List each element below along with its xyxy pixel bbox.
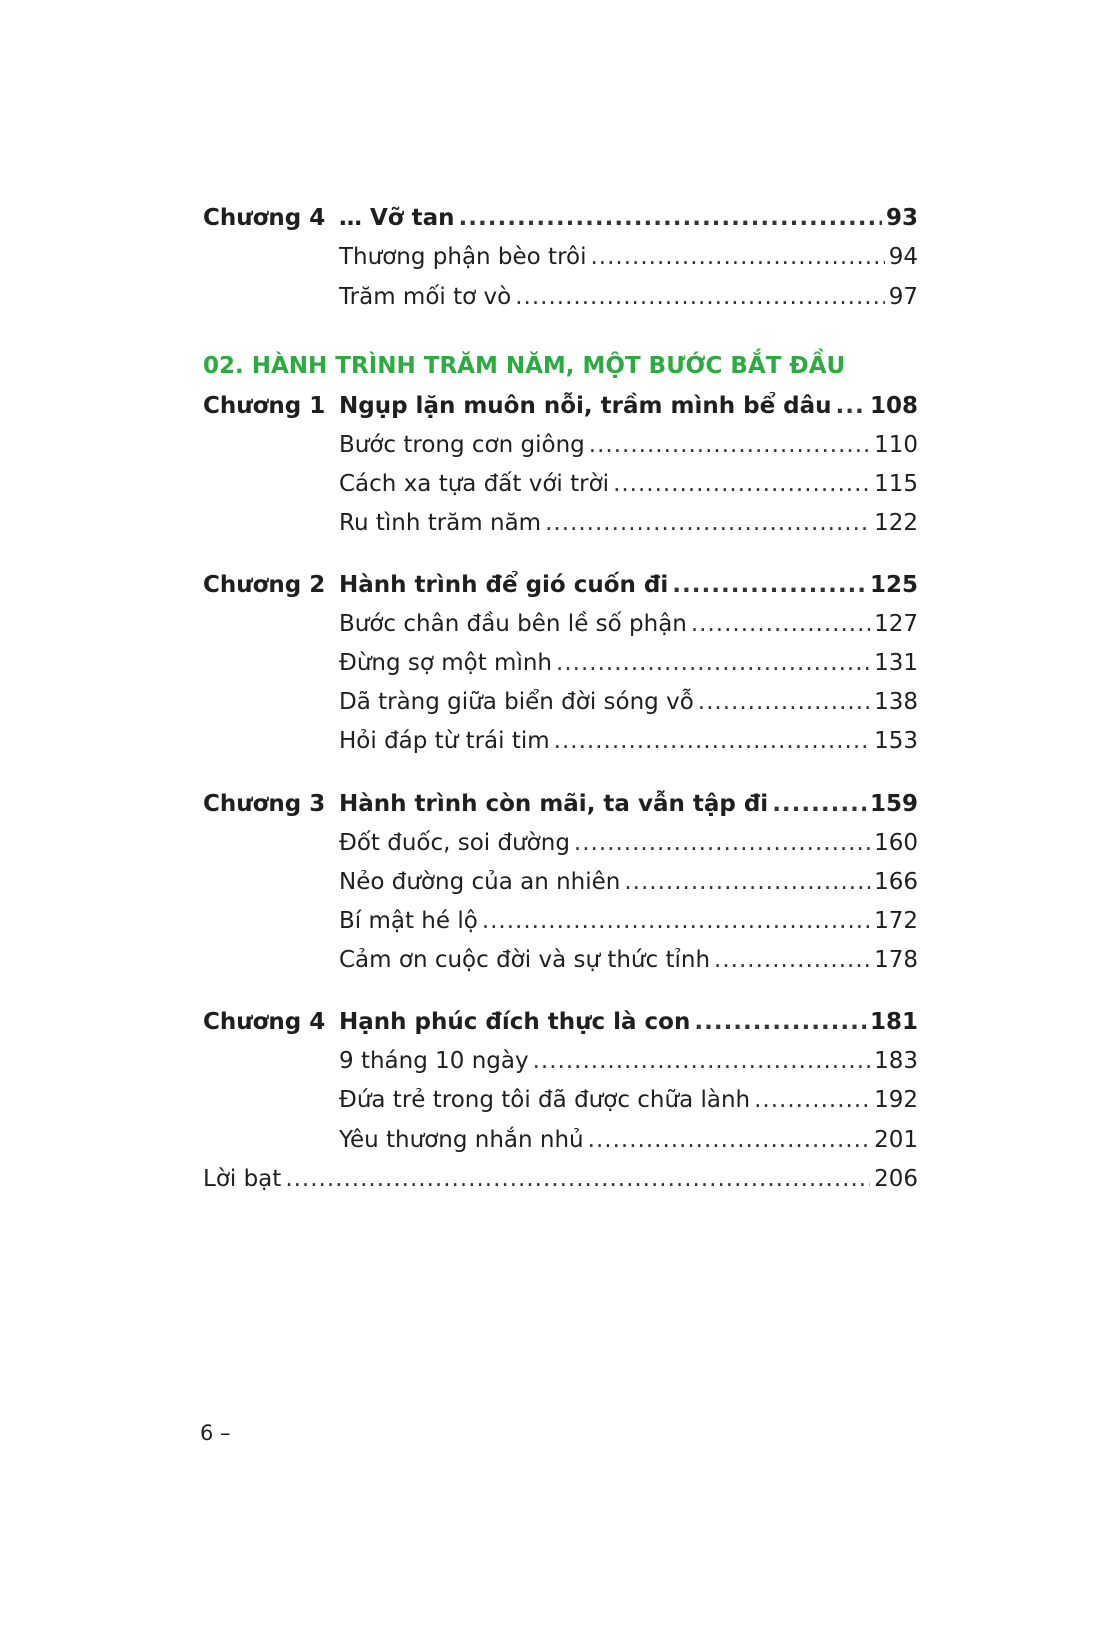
item-title: Cảm ơn cuộc đời và sự thức tỉnh bbox=[339, 947, 711, 973]
chapter-page: 125 bbox=[869, 572, 918, 598]
item-entry bbox=[339, 862, 918, 902]
afterword-page: 206 bbox=[874, 1166, 918, 1192]
item-title: Trăm mối tơ vò bbox=[339, 284, 512, 310]
item-entry bbox=[339, 277, 918, 317]
toc-item-row[interactable] bbox=[0, 425, 1119, 465]
chapter-label: Chương 4 bbox=[203, 205, 326, 231]
dot-leader bbox=[613, 464, 870, 504]
toc-item-row[interactable] bbox=[0, 237, 1119, 277]
dot-leader bbox=[574, 823, 870, 863]
item-page: 110 bbox=[874, 432, 918, 458]
item-entry bbox=[339, 901, 918, 941]
chapter-title: Hạnh phúc đích thực là con bbox=[339, 1009, 691, 1035]
toc-chapter-row[interactable] bbox=[0, 1002, 1119, 1042]
afterword-entry bbox=[203, 1159, 918, 1199]
toc-item-row[interactable] bbox=[0, 643, 1119, 683]
chapter-entry bbox=[339, 198, 918, 238]
toc-item-row[interactable] bbox=[0, 604, 1119, 644]
page-number: 6 – bbox=[200, 1421, 231, 1445]
toc-chapter-row[interactable] bbox=[0, 565, 1119, 605]
item-title: 9 tháng 10 ngày bbox=[339, 1048, 529, 1074]
item-page: 97 bbox=[888, 284, 918, 310]
item-page: 183 bbox=[874, 1048, 918, 1074]
dot-leader bbox=[515, 277, 885, 317]
dot-leader bbox=[691, 604, 870, 644]
chapter-label: Chương 3 bbox=[203, 791, 326, 817]
item-page: 122 bbox=[874, 510, 918, 536]
item-title: Cách xa tựa đất với trời bbox=[339, 471, 610, 497]
dot-leader bbox=[772, 784, 866, 824]
item-title: Đứa trẻ trong tôi đã được chữa lành bbox=[339, 1087, 751, 1113]
item-title: Dã tràng giữa biển đời sóng vỗ bbox=[339, 689, 694, 715]
toc-chapter-row[interactable] bbox=[0, 386, 1119, 426]
item-page: 172 bbox=[874, 908, 918, 934]
toc-item-row[interactable] bbox=[0, 862, 1119, 902]
item-page: 131 bbox=[874, 650, 918, 676]
item-page: 166 bbox=[874, 869, 918, 895]
section-heading: 02. HÀNH TRÌNH TRĂM NĂM, MỘT BƯỚC BẮT ĐẦU bbox=[203, 353, 846, 379]
item-entry bbox=[339, 940, 918, 980]
item-entry bbox=[339, 643, 918, 683]
item-entry bbox=[339, 682, 918, 722]
item-title: Đừng sợ một mình bbox=[339, 650, 553, 676]
dot-leader bbox=[672, 565, 866, 605]
item-page: 153 bbox=[874, 728, 918, 754]
item-entry bbox=[339, 425, 918, 465]
item-entry bbox=[339, 503, 918, 543]
dot-leader bbox=[694, 1002, 866, 1042]
item-entry bbox=[339, 464, 918, 504]
toc-item-row[interactable] bbox=[0, 940, 1119, 980]
dot-leader bbox=[698, 682, 870, 722]
item-title: Ru tình trăm năm bbox=[339, 510, 542, 536]
toc-item-row[interactable] bbox=[0, 682, 1119, 722]
item-page: 201 bbox=[874, 1127, 918, 1153]
chapter-label: Chương 2 bbox=[203, 572, 326, 598]
chapter-entry bbox=[339, 784, 918, 824]
toc-item-row[interactable] bbox=[0, 823, 1119, 863]
chapter-title: … Vỡ tan bbox=[339, 205, 455, 231]
dot-leader bbox=[589, 425, 870, 465]
chapter-page: 159 bbox=[869, 791, 918, 817]
toc-chapter-row[interactable] bbox=[0, 198, 1119, 238]
toc-item-row[interactable] bbox=[0, 901, 1119, 941]
chapter-page: 93 bbox=[885, 205, 918, 231]
toc-item-row[interactable] bbox=[0, 464, 1119, 504]
dot-leader bbox=[588, 1120, 870, 1160]
dot-leader bbox=[285, 1159, 870, 1199]
item-entry bbox=[339, 1080, 918, 1120]
item-page: 115 bbox=[874, 471, 918, 497]
dot-leader bbox=[545, 503, 870, 543]
dot-leader bbox=[591, 237, 885, 277]
item-title: Bước chân đầu bên lề số phận bbox=[339, 611, 687, 637]
dot-leader bbox=[533, 1041, 871, 1081]
chapter-entry bbox=[339, 1002, 918, 1042]
dot-leader bbox=[459, 198, 882, 238]
toc-item-row[interactable] bbox=[0, 721, 1119, 761]
item-page: 178 bbox=[874, 947, 918, 973]
chapter-page: 181 bbox=[869, 1009, 918, 1035]
item-entry bbox=[339, 721, 918, 761]
chapter-page: 108 bbox=[869, 393, 918, 419]
dot-leader bbox=[714, 940, 870, 980]
item-entry bbox=[339, 1120, 918, 1160]
dot-leader bbox=[554, 721, 870, 761]
item-title: Bí mật hé lộ bbox=[339, 908, 478, 934]
toc-item-row[interactable] bbox=[0, 1120, 1119, 1160]
dot-leader bbox=[754, 1080, 870, 1120]
item-page: 94 bbox=[888, 244, 918, 270]
dot-leader bbox=[624, 862, 870, 902]
toc-item-row[interactable] bbox=[0, 1041, 1119, 1081]
chapter-entry bbox=[339, 386, 918, 426]
chapter-title: Hành trình để gió cuốn đi bbox=[339, 572, 669, 598]
item-page: 127 bbox=[874, 611, 918, 637]
item-page: 192 bbox=[874, 1087, 918, 1113]
item-entry bbox=[339, 237, 918, 277]
item-page: 138 bbox=[874, 689, 918, 715]
chapter-title: Hành trình còn mãi, ta vẫn tập đi bbox=[339, 791, 769, 817]
item-title: Bước trong cơn giông bbox=[339, 432, 585, 458]
chapter-entry bbox=[339, 565, 918, 605]
dot-leader bbox=[482, 901, 870, 941]
item-title: Đốt đuốc, soi đường bbox=[339, 830, 570, 856]
item-title: Hỏi đáp từ trái tim bbox=[339, 728, 550, 754]
item-title: Yêu thương nhắn nhủ bbox=[339, 1127, 584, 1153]
afterword-title: Lời bạt bbox=[203, 1166, 282, 1192]
toc-item-row[interactable] bbox=[0, 277, 1119, 317]
chapter-title: Ngụp lặn muôn nỗi, trầm mình bể dâu bbox=[339, 393, 832, 419]
item-title: Nẻo đường của an nhiên bbox=[339, 869, 621, 895]
item-entry bbox=[339, 823, 918, 863]
dot-leader bbox=[556, 643, 870, 683]
chapter-label: Chương 4 bbox=[203, 1009, 326, 1035]
toc-chapter-row[interactable] bbox=[0, 784, 1119, 824]
toc-item-row[interactable] bbox=[0, 1080, 1119, 1120]
item-entry bbox=[339, 604, 918, 644]
chapter-label: Chương 1 bbox=[203, 393, 326, 419]
item-title: Thương phận bèo trôi bbox=[339, 244, 587, 270]
item-page: 160 bbox=[874, 830, 918, 856]
toc-item-row[interactable] bbox=[0, 503, 1119, 543]
item-entry bbox=[339, 1041, 918, 1081]
dot-leader bbox=[836, 386, 866, 426]
toc-afterword-row[interactable] bbox=[0, 1159, 1119, 1199]
